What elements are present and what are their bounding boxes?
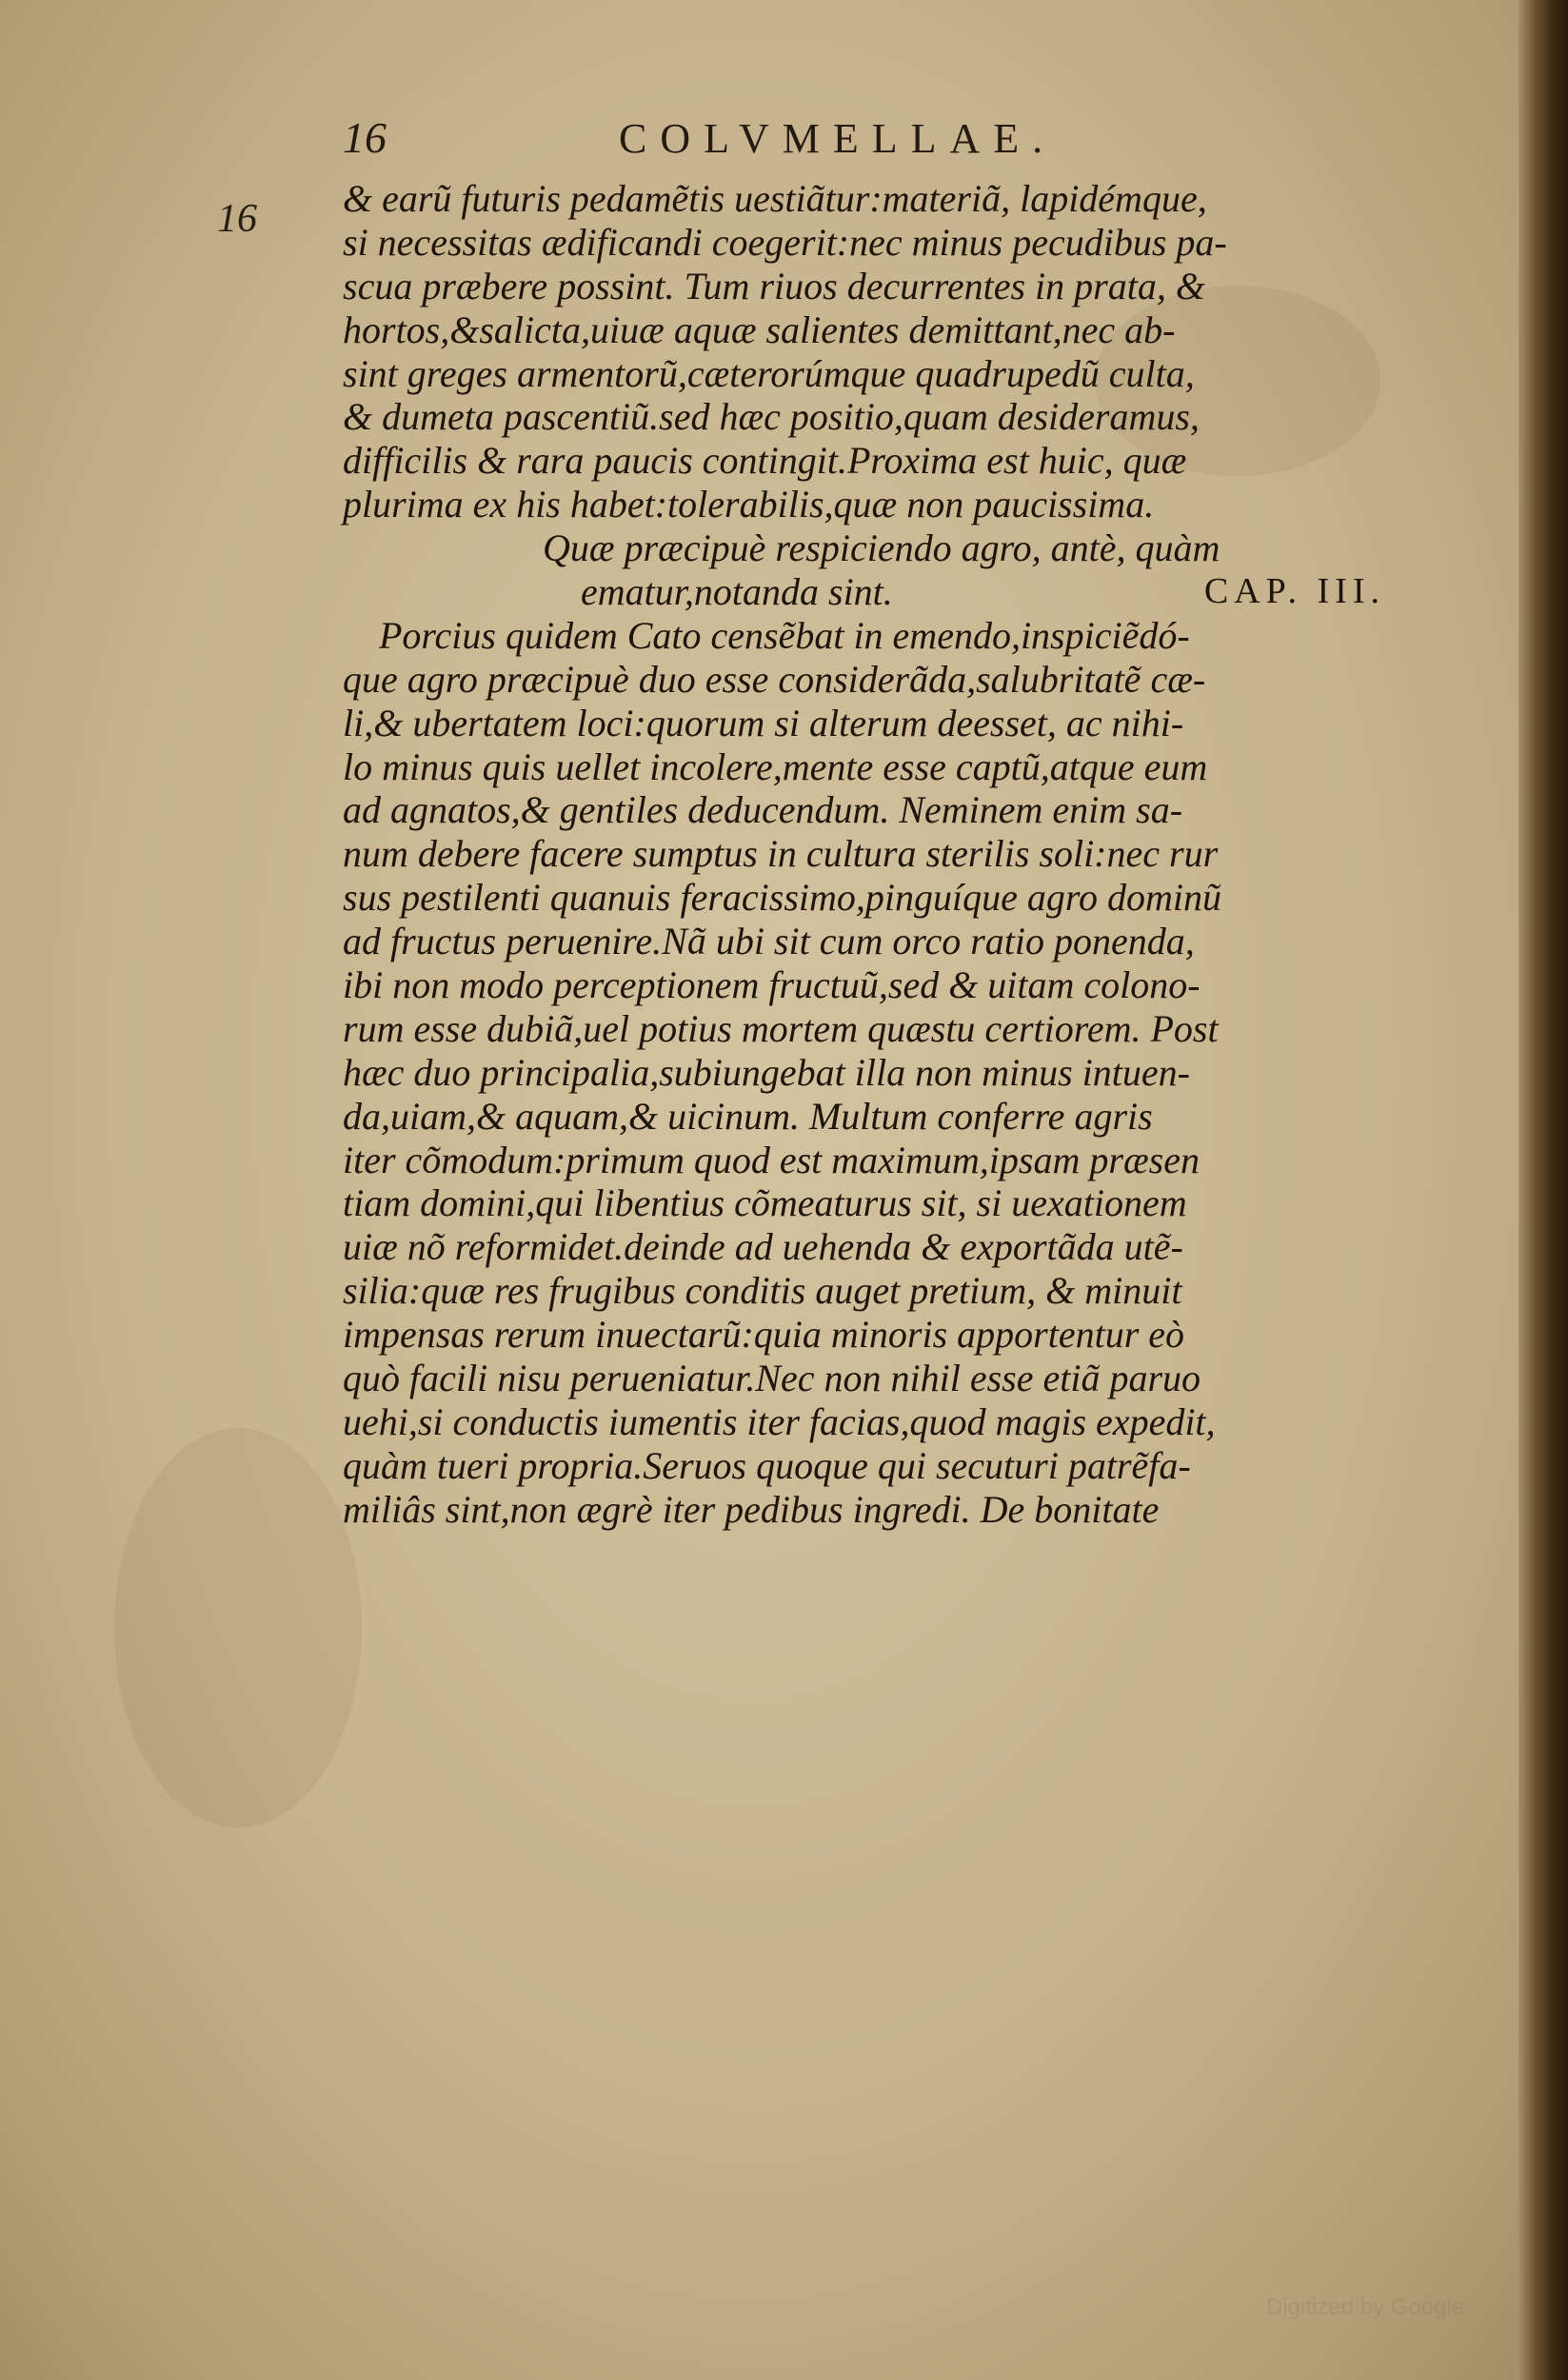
page-header: [343, 105, 1200, 171]
text-line: plurima ex his habet:tolerabilis,quæ non paucissima.: [343, 483, 1155, 526]
paragraph-line: miliâs sint,non ægrè iter pedibus ingredi. De bonitate: [343, 1487, 1160, 1531]
digitization-watermark: Digitized by Google: [1266, 2294, 1465, 2320]
paragraph-line: Porcius quidem Cato censẽbat in emendo,inspiciẽdó-: [379, 613, 1190, 657]
text-line: & earũ futuris pedamẽtis uestiãtur:materiã, lapidémque,: [343, 177, 1207, 220]
paragraph-line: da,uiam,& aquam,& uicinum. Multum conferre agris: [343, 1094, 1153, 1138]
paragraph-line: silia:quæ res frugibus conditis auget pretium, & minuit: [343, 1269, 1182, 1313]
paragraph-line: rum esse dubiã,uel potius mortem quæstu certiorem. Post: [343, 1006, 1219, 1050]
paragraph-line: num debere facere sumptus in cultura sterilis soli:nec rur: [343, 832, 1219, 876]
paragraph-line: iter cõmodum:primum quod est maximum,ipsam præsen: [343, 1138, 1200, 1181]
margin-number: 16: [217, 197, 257, 241]
paragraph-line: hæc duo principalia,subiungebat illa non minus intuen-: [343, 1050, 1190, 1094]
folio-number: 16: [343, 113, 387, 162]
text-line: sint greges armentorũ,cæterorúmque quadrupedũ culta,: [343, 351, 1195, 395]
paragraph-line: ibi non modo perceptionem fructuũ,sed & uitam colono-: [343, 963, 1201, 1007]
page-body: [343, 177, 1399, 1532]
book-gutter: [1518, 0, 1568, 2380]
paragraph-line: quò facili nisu perueniatur.Nec non nihil esse etiã paruo: [343, 1357, 1201, 1400]
chapter-heading-text: ematur,notanda sint.: [581, 570, 893, 614]
running-title: COLVMELLAE.: [619, 115, 1057, 162]
page-stain: [114, 1428, 362, 1828]
paragraph-line: ad agnatos,& gentiles deducendum. Neminem enim sa-: [343, 788, 1183, 832]
paragraph-line: impensas rerum inuectarũ:quia minoris apportentur eò: [343, 1313, 1185, 1357]
paragraph-line: lo minus quis uellet incolere,mente esse captũ,atque eum: [343, 744, 1208, 788]
paragraph-line: tiam domini,qui libentius cõmeaturus sit, si uexationem: [343, 1181, 1187, 1225]
paragraph-line: sus pestilenti quanuis feracissimo,pinguíque agro dominũ: [343, 876, 1221, 920]
paragraph-line: uehi,si conductis iumentis iter facias,quod magis expedit,: [343, 1399, 1216, 1443]
text-line: scua præbere possint. Tum riuos decurrentes in prata, &: [343, 264, 1205, 307]
text-line: hortos,&salicta,uiuæ aquæ salientes demittant,nec ab-: [343, 307, 1176, 351]
chapter-number: CAP. III.: [1203, 571, 1385, 612]
paragraph-line: quàm tueri propria.Seruos quoque qui secuturi patrẽfa-: [343, 1443, 1191, 1487]
chapter-heading-line-1: Quæ præcipuè respiciendo agro, antè, quàm: [543, 526, 1221, 570]
text-line: difficilis & rara paucis contingit.Proxima est huic, quæ: [343, 439, 1187, 483]
text-line: & dumeta pascentiũ.sed hæc positio,quam desideramus,: [343, 395, 1200, 439]
text-line: si necessitas ædificandi coegerit:nec minus pecudibus pa-: [343, 220, 1227, 264]
paragraph-line: uiæ nõ reformidet.deinde ad uehenda & exportãda utẽ-: [343, 1225, 1183, 1269]
paragraph-line: ad fructus peruenire.Nã ubi sit cum orco ratio ponenda,: [343, 920, 1195, 963]
paragraph-line: que agro præcipuè duo esse considerãda,salubritatẽ cæ-: [343, 657, 1206, 701]
chapter-heading-line-2: [343, 570, 1399, 614]
paragraph-line: li,& ubertatem loci:quorum si alterum deesset, ac nihi-: [343, 701, 1184, 744]
